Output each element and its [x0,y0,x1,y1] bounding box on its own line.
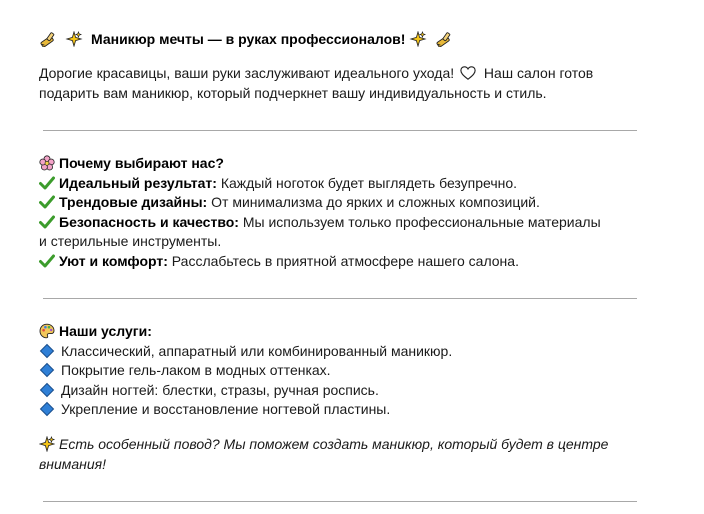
list-item: Покрытие гель-лаком в модных оттенках. [39,361,639,381]
check-mark-icon [39,214,55,230]
check-mark-icon [39,194,55,210]
closing-paragraph [39,435,649,474]
list-item-continuation: и стерильные инструменты. [39,233,222,249]
blue-diamond-icon [39,382,55,398]
closing-line-2: внимания! [39,455,107,472]
blue-diamond-icon [39,343,55,359]
intro-line-1: Дорогие красавицы, ваши руки заслуживают идеального ухода! Наш салон готов [39,65,594,81]
nail-polish-icon [435,31,453,47]
heart-icon [460,65,476,81]
sparkles-icon [39,436,55,452]
intro-paragraph [39,64,639,103]
why-us-section [39,154,639,271]
title-row [39,29,457,49]
nail-polish-icon [39,31,57,47]
list-item: Классический, аппаратный или комбинированный маникюр. [39,342,639,362]
blue-diamond-icon [39,362,55,378]
list-item: Дизайн ногтей: блестки, стразы, ручная роспись. [39,381,639,401]
intro-line-2: подарить вам маникюр, который подчеркнет вашу индивидуальность и стиль. [39,84,547,101]
services-heading: Наши услуги: [39,322,639,342]
sparkles-icon [65,31,83,47]
list-item: Идеальный результат: Каждый ноготок будет выглядеть безупречно. [39,174,639,194]
why-us-heading: Почему выбирают нас? [39,154,639,174]
list-item: Уют и комфорт: Расслабьтесь в приятной атмосфере нашего салона. [39,252,639,272]
check-mark-icon [39,253,55,269]
services-section [39,322,639,420]
divider [43,501,637,502]
divider [43,298,637,299]
list-item: Безопасность и качество: Мы используем только профессиональные материалы [39,213,639,233]
check-mark-icon [39,175,55,191]
page-title: Маникюр мечты — в руках профессионалов! [91,31,406,47]
blue-diamond-icon [39,401,55,417]
list-item: Трендовые дизайны: От минимализма до ярких и сложных композиций. [39,193,639,213]
artist-palette-icon [39,323,55,339]
sparkles-icon [409,31,427,47]
closing-line-1: Есть особенный повод? Мы поможем создать маникюр, который будет в центре [59,436,609,452]
list-item: Укрепление и восстановление ногтевой пластины. [39,400,639,420]
divider [43,130,637,131]
flower-icon [39,155,55,171]
